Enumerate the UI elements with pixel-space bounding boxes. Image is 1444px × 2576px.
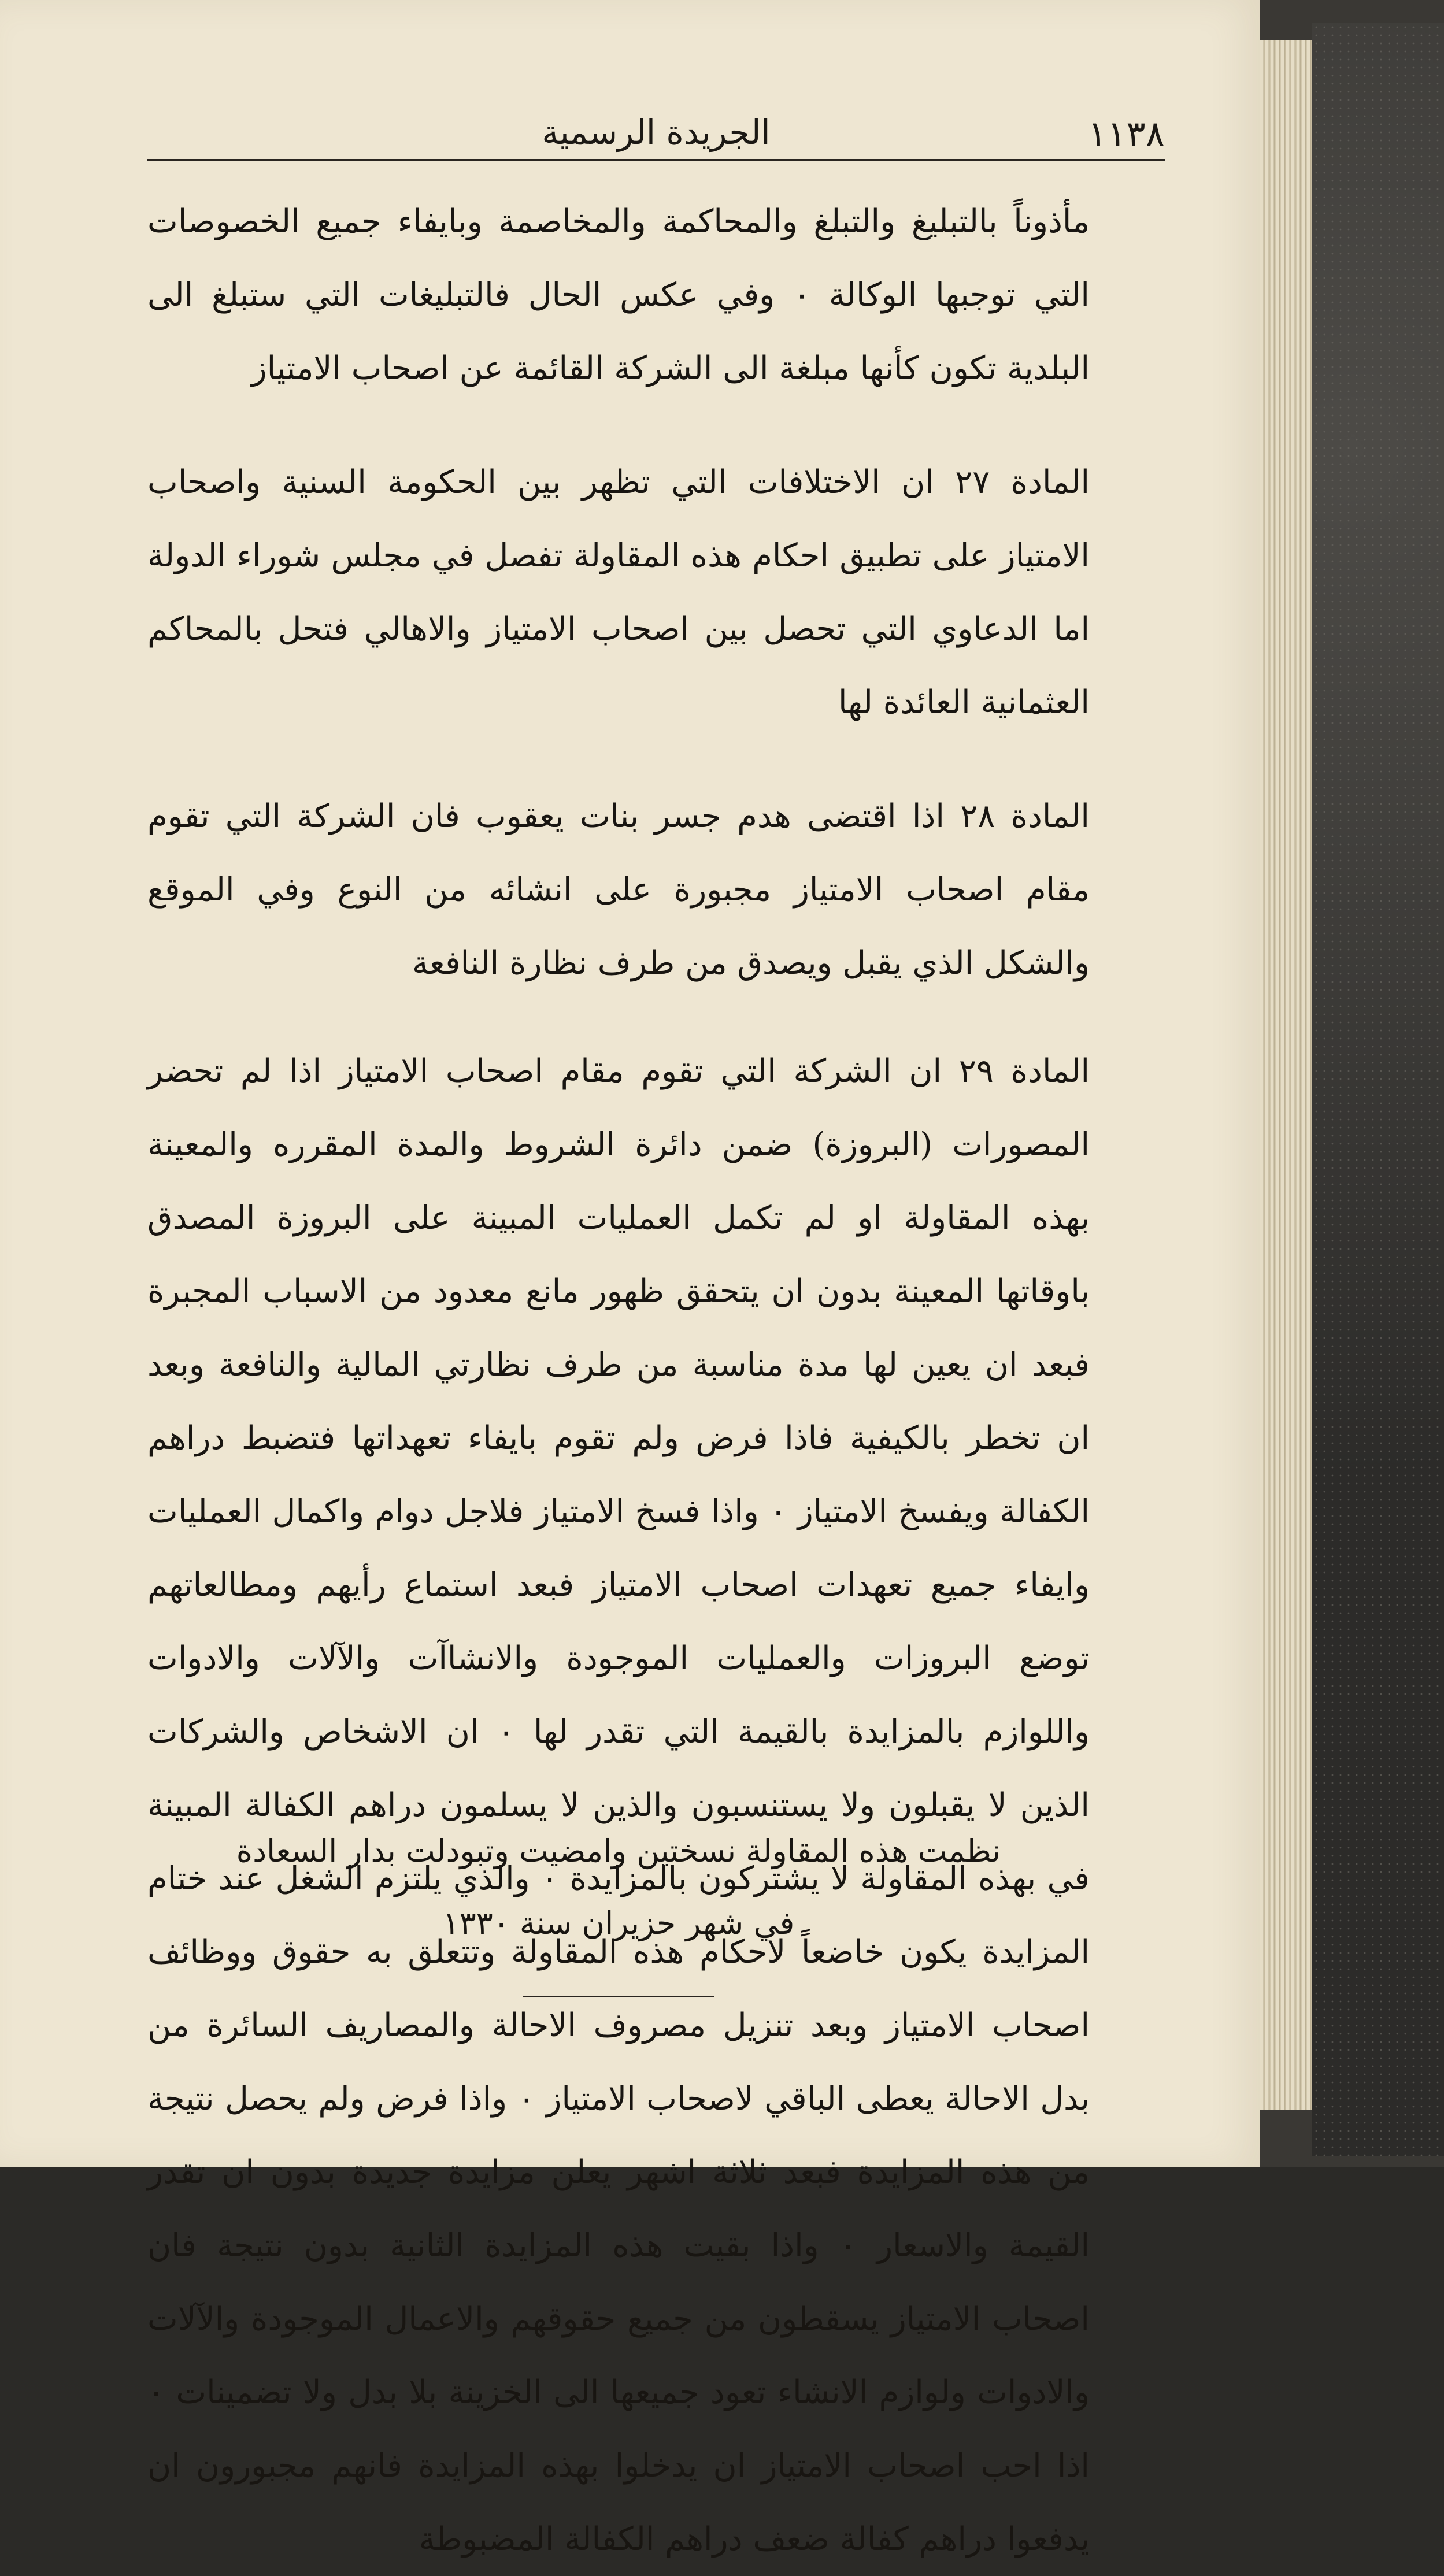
body-text [147,185,1090,2576]
page-number: ١١٣٨ [1087,113,1165,155]
page-header [147,101,1165,165]
closing-line-2: في شهر حزيران سنة ١٣٣٠ [442,1905,795,1941]
article-27: المادة ٢٧ ان الاختلافات التي تظهر بين الحكومة السنية واصحاب الامتياز على تطبيق احكام هذه المقاولة تفصل في مجلس شوراء الدولة اما الدعاوي التي تحصل بين اصحاب الامتياز والاهالي فتحل بالمحاكم العثمانية العائدة لها [147,464,1090,721]
article-28: المادة ٢٨ اذا اقتضى هدم جسر بنات يعقوب فان الشركة التي تقوم مقام اصحاب الامتياز مجبورة على انشائه من النوع وفي الموقع والشكل الذي يقبل ويصدق من طرف نظارة النافعة [147,798,1090,982]
closing-line-1: نظمت هذه المقاولة نسختين وامضيت وتبودلت بدار السعادة [236,1833,1001,1869]
cover-texture [1312,23,1444,2156]
page-edges [1260,40,1312,2110]
closing-note [147,1815,1090,1959]
end-rule [523,1996,714,1997]
book-cover [1312,23,1444,2156]
header-rule [147,159,1165,161]
paragraph-intro: مأذوناً بالتبليغ والتبلغ والمحاكمة والمخاصمة وبايفاء جميع الخصوصات التي توجبها الوكالة ٠ وفي عكس الحال فالتبليغات التي ستبلغ الى البلدية تكون كأنها مبلغة الى الشركة القائمة عن اصحاب الامتياز [147,203,1090,387]
running-title: الجريدة الرسمية [542,113,771,152]
article-29: المادة ٢٩ ان الشركة التي تقوم مقام اصحاب الامتياز اذا لم تحضر المصورات (البروزة) ضمن دائرة الشروط والمدة المقرره والمعينة بهذه المقاولة او لم تكمل العمليات المبينة على البروزة المصدق باوقاتها المعينة بدون ان يتحقق ظهور مانع معدود من الاسباب المجبرة فبعد ان يعين لها مدة مناسبة من طرف نظارتي المالية والنافعة وبعد ان تخطر بالكيفية فاذا فرض ولم تقوم بايفاء تعهداتها فتضبط دراهم الكفالة ويفسخ الامتياز ٠ واذا فسخ الامتياز فلاجل دوام واكمال العمليات وايفاء جميع تعهدات اصحاب الامتياز فبعد استماع رأيهم ومطالعاتهم توضع البروزات والعمليات الموجودة والانشاآت والآلات والادوات واللوازم بالمزايدة بالقيمة التي تقدر لها ٠ ان الاشخاص والشركات الذين لا يقبلون ولا يستنسبون والذين لا يسلمون دراهم الكفالة المبينة في بهذه المقاولة لا يشتركون بالمزايدة ٠ والذي يلتزم الشغل عند ختام المزايدة يكون خاضعاً لاحكام هذه المقاولة وتتعلق به حقوق ووظائف اصحاب الامتياز وبعد تنزيل مصروف الاحالة والمصاريف السائرة من بدل الاحالة يعطى الباقي لاصحاب الامتياز ٠ واذا فرض ولم يحصل نتيجة من هذه المزايدة فبعد ثلاثة اشهر يعلن مزايدة جديدة بدون ان تقدر القيمة والاسعار ٠ واذا بقيت هذه المزايدة الثانية بدون نتيجة فان اصحاب الامتياز يسقطون من جميع حقوقهم والاعمال الموجودة والآلات والادوات ولوازم الانشاء تعود جميعها الى الخزينة بلا بدل ولا تضمينات ٠ اذا احب اصحاب الامتياز ان يدخلوا بهذه المزايدة فانهم مجبورون ان يدفعوا دراهم كفالة ضعف دراهم الكفالة المضبوطة [147,1052,1090,2558]
